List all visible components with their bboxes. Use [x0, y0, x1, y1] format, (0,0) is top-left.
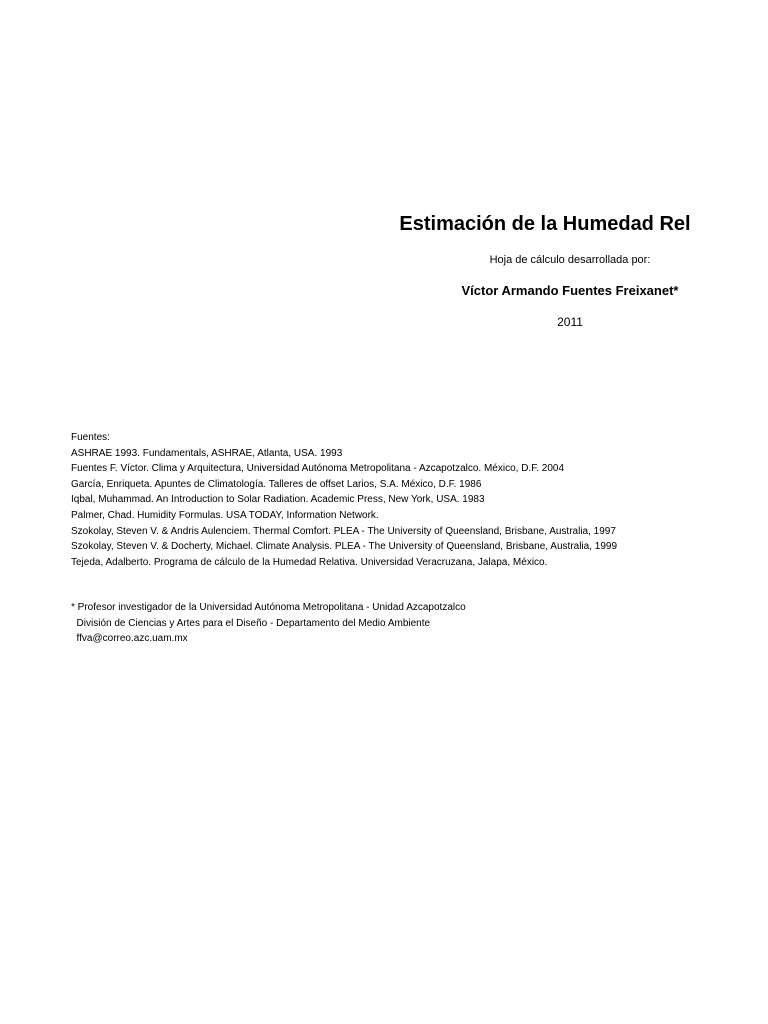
page-title: Estimación de la Humedad Rel [399, 213, 691, 235]
source-item: ASHRAE 1993. Fundamentals, ASHRAE, Atlanta, USA. 1993 [71, 447, 343, 459]
source-item: Palmer, Chad. Humidity Formulas. USA TODAY, Information Network. [71, 509, 379, 521]
source-item: Fuentes F. Víctor. Clima y Arquitectura, Universidad Autónoma Metropolitana - Azcapotzalco. México, D.F. 2004 [71, 463, 565, 475]
source-item: Iqbal, Muhammad. An Introduction to Solar Radiation. Academic Press, New York, USA. 1983 [71, 494, 485, 506]
source-item: Szokolay, Steven V. & Andris Aulenciem. Thermal Comfort. PLEA - The University of Queensland, Brisbane, Australia, 1997 [71, 525, 616, 537]
author-affiliation: * Profesor investigador de la Universidad Autónoma Metropolitana - Unidad Azcapotzalco [71, 602, 466, 613]
author-email: ffva@correo.azc.uam.mx [71, 633, 188, 645]
sources-label: Fuentes: [71, 432, 110, 443]
source-item: Szokolay, Steven V. & Docherty, Michael. Climate Analysis. PLEA - The University of Queensland, Brisbane, Australia, 1999 [71, 541, 618, 553]
publication-year: 2011 [557, 315, 583, 329]
page-subtitle: Hoja de cálculo desarrollada por: [489, 254, 651, 266]
source-item: García, Enriqueta. Apuntes de Climatología. Talleres de offset Larios, S.A. México, D.F. 1986 [71, 478, 482, 490]
author-note [71, 600, 751, 647]
sources-list [71, 430, 751, 570]
author-name: Víctor Armando Fuentes Freixanet* [461, 283, 679, 298]
author-division: División de Ciencias y Artes para el Diseño - Departamento del Medio Ambiente [71, 617, 431, 629]
source-item: Tejeda, Adalberto. Programa de cálculo de la Humedad Relativa. Universidad Veracruzana, Jalapa, México. [71, 556, 548, 568]
